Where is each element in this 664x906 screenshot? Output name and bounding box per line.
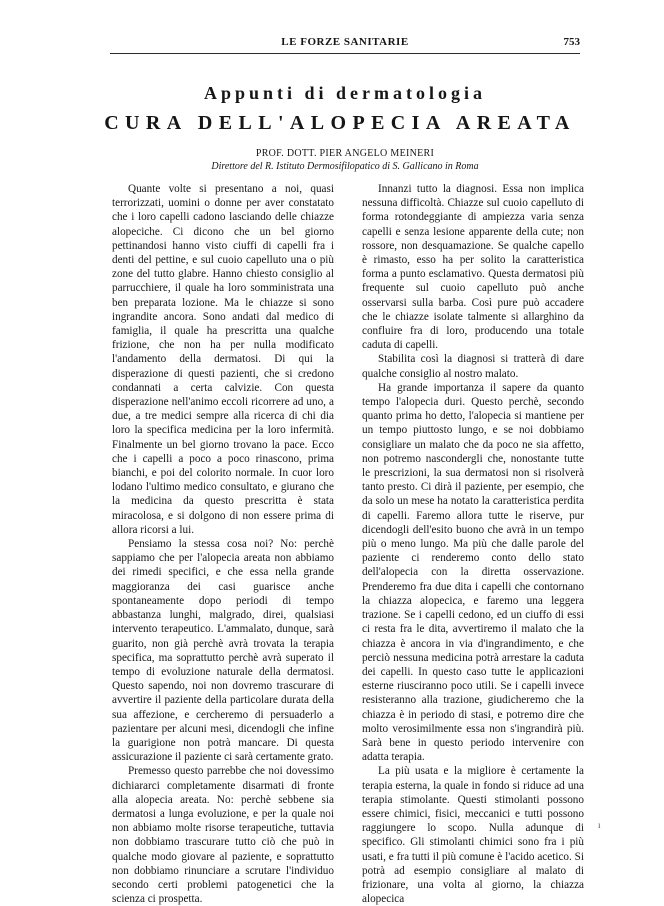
author-line: PROF. DOTT. PIER ANGELO MEINERI: [255, 148, 435, 159]
paragraph: Ha grande importanza il sapere da quanto tempo l'alopecia duri. Questo perchè, secondo quanto prima ho detto, l'alopecia si mantiene per un tempo piuttosto lungo, e se noi dobbiamo consigliare un malato che da poco ne sia affetto, non potremo nascondergli che, nonostante tutte le prescrizioni, la sua dermatosi non si risolverà tanto presto. Ci dirà il paziente, per esempio, che da solo un mese ha notato la caratteristica perdita di capelli. Faremo allora tutte le riserve, pur dicendogli dell'esito buono che avrà in un tempo più o meno lungo. Ma più che dalle parole del paziente ci renderemo conto dello stato dell'alopecia con la diretta osservazione. Prenderemo fra due dita i capelli che contornano la chiazza alopecica, e faremo una leggera trazione. Se i capelli cedono, ed un ciuffo di essi ci resta fra le dita, avvertiremo il malato che la chiazza è ancora in via d'ingrandimento, e che perciò nessuna medicina potrà arrestare la caduta dei capelli. In questo caso tutte le applicazioni esterne riusciranno poco utili. Se i capelli invece resisteranno alla trazione, giudicheremo che la chiazza è in periodo di stasi, e potremo dire che molto verosimilmente essa non s'ingrandirà più. Sarà bene in questo periodo intervenire con adatta terapia.: [362, 381, 584, 764]
page-number: 753: [563, 36, 580, 48]
paragraph: Pensiamo la stessa cosa noi? No: perchè sappiamo che per l'alopecia areata non abbiamo dei rimedi specifici, e che essa nella grande maggioranza dei casi guarisce anche spontaneamente dopo periodi di tempo abbastanza lunghi, malgrado, direi, qualsiasi intervento terapeutico. L'ammalato, dunque, sarà guarito, non già perchè avrà trovata la terapia specifica, ma soprattutto perchè avrà superato il tempo di evoluzione naturale della dermatosi. Questo sapendo, noi non dovremo trascurare di avvertire il paziente della particolare durata della sua affezione, e cercheremo di persuaderlo a pazientare per alcuni mesi, dicendogli che infine la guarigione non potrà mancare. Di questa assicurazione il paziente ci sarà certamente grato.: [112, 538, 334, 764]
right-text-column: [362, 182, 584, 906]
paragraph: Stabilita così la diagnosi si tratterà di dare qualche consiglio al nostro malato.: [362, 353, 584, 380]
article-title: CURA DELL'ALOPECIA AREATA: [104, 112, 576, 134]
author-affiliation: Direttore del R. Istituto Dermosifilopatico di S. Gallicano in Roma: [211, 161, 479, 172]
paragraph: Quante volte si presentano a noi, quasi terrorizzati, uomini o donne per aver constatato che i loro capelli cadono lasciando delle chiazze alopeciche. Ci dicono che un bel giorno pettinandosi hanno visto ciuffi di capelli fra i denti del pettine, e sul cuoio capelluto una o più zone del tutto glabre. Hanno chiesto consiglio al parrucchiere, il quale ha loro somministrata una ben preparata lozione. Ma le chiazze si sono ingrandite ancora. Sono andati dal medico di famiglia, il quale ha prescritta una qualche frizione, che non ha per nulla modificato l'andamento della dermatosi. Di qui la disperazione di questi pazienti, che si credono condannati a certa calvizie. Con questa disperazione nell'animo eccoli ricorrere ad uno, a due, a tre medici sempre alla ricerca di chi dia loro la specifica medicina per la loro infermità. Finalmente un bel giorno trovano la pace. Ecco che i capelli a poco a poco rinascono, prima bianchi, e poi del colorito normale. In cuor loro lodano l'ultimo medico consultato, e giurano che la medicina da questo prescritta è stata miracolosa, e si dolgono di non essere prima di allora ricorsi a lui.: [112, 183, 334, 536]
margin-mark: ı: [598, 820, 601, 830]
paragraph: La più usata e la migliore è certamente la terapia esterna, la quale in fondo si riduce ad una terapia stimolante. Questi stimolanti possono essere chimici, fisici, meccanici e tutti possono raggiungere lo scopo. Nulla adunque di specifico. Gli stimolanti chimici sono fra i più usati, e fra tutti il più comune è l'acido acetico. Si potrà ad esempio consigliare al malato di frizionare, una volta al giorno, la chiazza alopecica: [362, 765, 584, 906]
paragraph: Premesso questo parrebbe che noi dovessimo dichiararci completamente disarmati di fronte alla alopecia areata. No: perchè sebbene sia dermatosi a lunga evoluzione, e per la quale noi non abbiamo molte risorse terapeutiche, tuttavia non dobbiamo trascurare tutto ciò che può in qualche modo giovare al paziente, e soprattutto non dobbiamo rinunciare a scrutare l'individuo secondo certi problemi patogenetici che la scienza ci prospetta.: [112, 765, 334, 906]
running-title: LE FORZE SANITARIE: [281, 36, 409, 48]
section-kicker: Appunti di dermatologia: [203, 83, 487, 103]
running-header: [110, 36, 580, 54]
paragraph: Innanzi tutto la diagnosi. Essa non implica nessuna difficoltà. Chiazze sul cuoio capelluto di forma rotondeggiante di ampiezza varia senza capelli e senza lesione apparente della cute; non rossore, non desquamazione. Se qualche capello è rimasto, esso ha per solito la caratteristica forma a punto esclamativo. Questa dermatosi più frequente sul cuoio capelluto può anche osservarsi sulla barba. Così pure può accadere che le chiazze isolate talmente si allarghino da confluire fra di loro, producendo una totale caduta di capelli.: [362, 183, 584, 352]
left-text-column: [112, 182, 334, 906]
